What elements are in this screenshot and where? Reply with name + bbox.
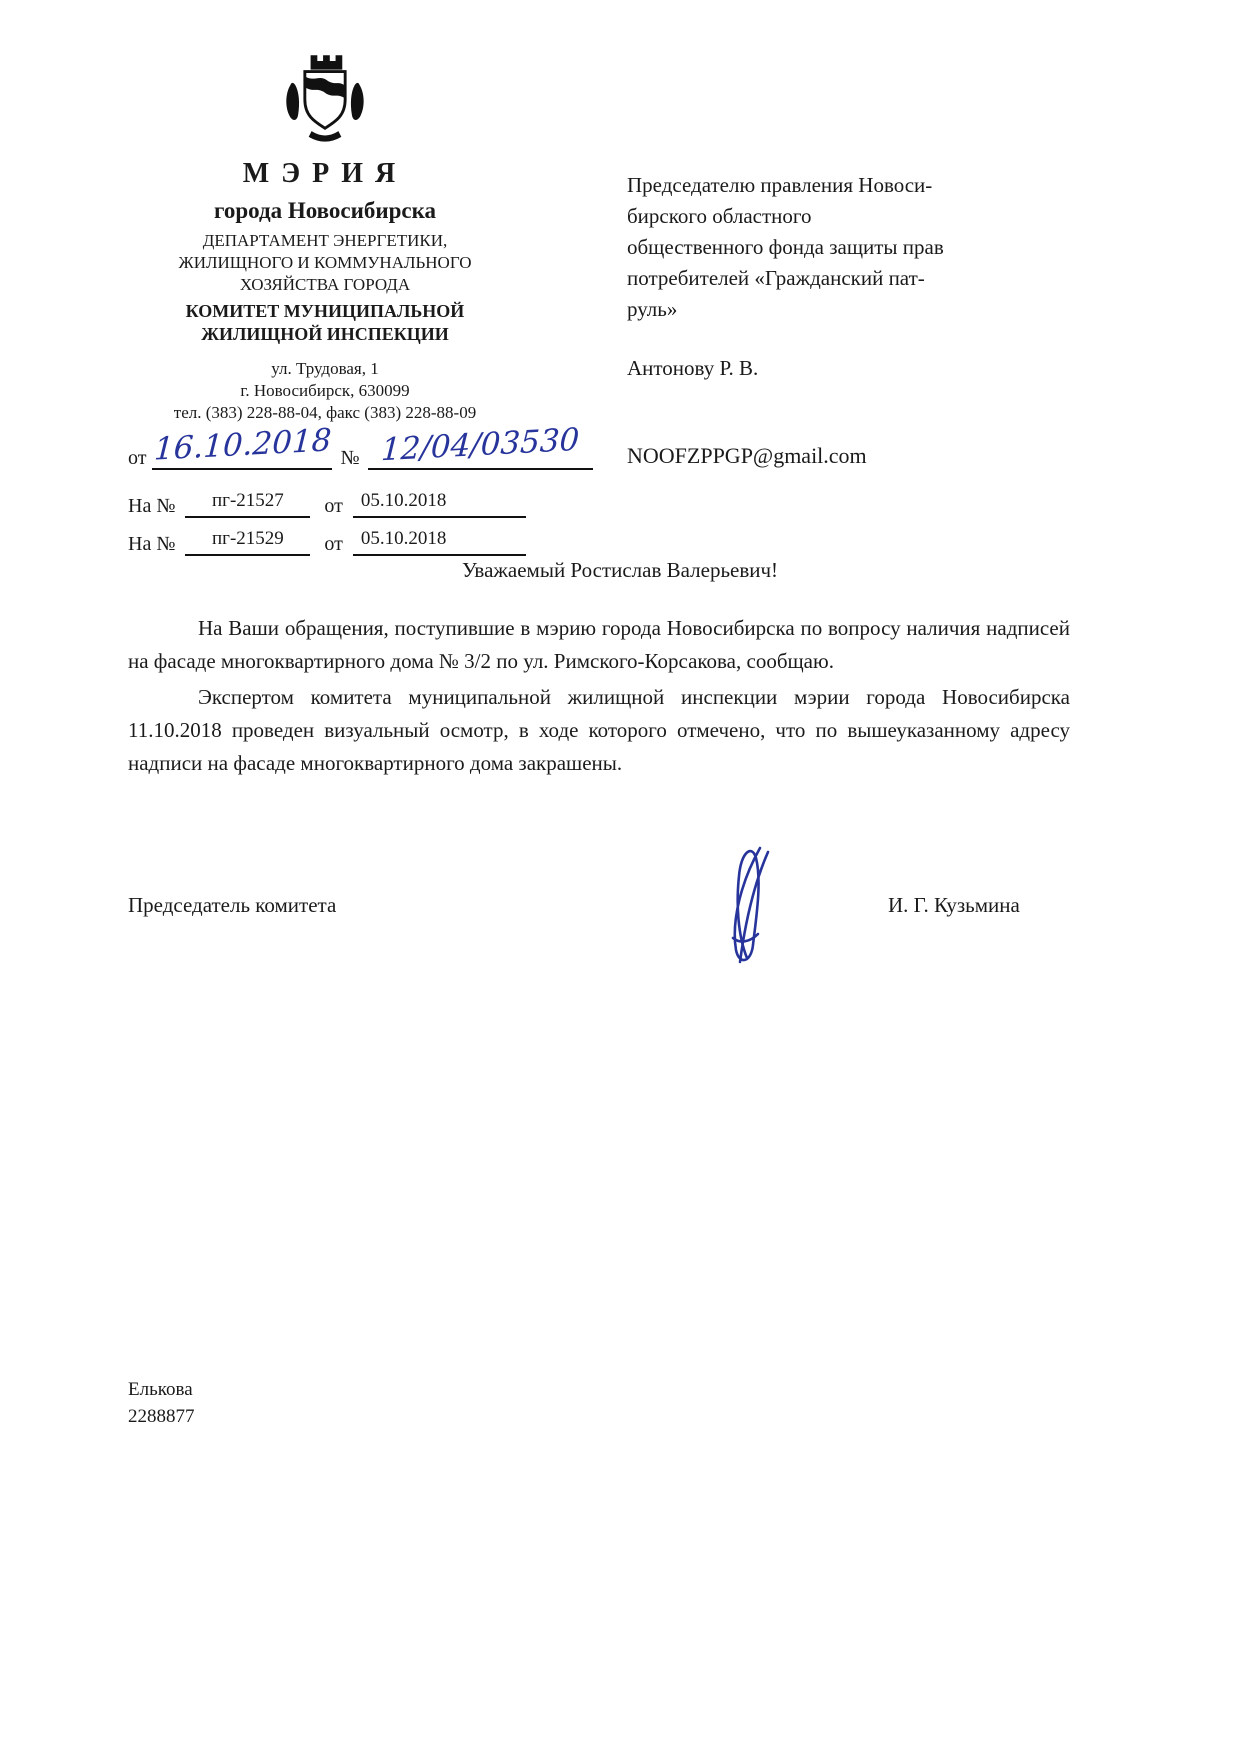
org-name-city: города Новосибирска — [213, 198, 437, 223]
incoming-date: 05.10.2018 — [353, 486, 526, 518]
signer-name: И. Г. Кузьмина — [888, 893, 1020, 917]
committee-line-1: КОМИТЕТ МУНИЦИПАЛЬНОЙ — [185, 301, 465, 321]
incoming-date: 05.10.2018 — [353, 524, 526, 556]
incoming-reference-row — [128, 486, 598, 518]
sender-street: ул. Трудовая, 1 — [271, 359, 379, 378]
incoming-from-label: от — [324, 495, 343, 517]
committee-name — [110, 300, 540, 346]
outgoing-date-blank — [152, 422, 333, 470]
incoming-number: пг-21527 — [185, 486, 310, 518]
addressee-line-3: общественного фонда защиты прав — [627, 235, 944, 259]
incoming-reference-row — [128, 524, 598, 556]
sender-contact — [110, 358, 540, 424]
department-line-1: ДЕПАРТАМЕНТ ЭНЕРГЕТИКИ, — [202, 231, 448, 250]
handwritten-signature — [688, 842, 808, 977]
addressee-line-5: руль» — [627, 297, 678, 321]
body-paragraph-2: Экспертом комитета муниципальной жилищной инспекции мэрии города Новосибирска 11.10.2018 проведен визуальный осмотр, в ходе которого отмечено, что по вышеуказанному адресу надписи на фасаде многоквартирного дома закрашены. — [128, 685, 1070, 775]
org-name-main: МЭРИЯ — [242, 158, 408, 189]
reference-block — [128, 421, 598, 562]
incoming-number: пг-21529 — [185, 524, 310, 556]
outgoing-reference-row — [128, 421, 598, 472]
incoming-label: На № — [128, 495, 176, 517]
number-label: № — [340, 447, 360, 469]
executor-block — [128, 1376, 195, 1430]
outgoing-date-handwritten: 16.10.2018 — [152, 422, 333, 468]
signer-position: Председатель комитета — [128, 893, 337, 917]
addressee-line-2: бирского областного — [627, 204, 812, 228]
novosibirsk-coat-of-arms-icon — [277, 52, 373, 144]
addressee-email: NOOFZPPGP@gmail.com — [627, 443, 867, 468]
executor-name: Елькова — [128, 1379, 193, 1400]
salutation: Уважаемый Ростислав Валерьевич! — [461, 558, 779, 582]
committee-line-2: ЖИЛИЩНОЙ ИНСПЕКЦИИ — [201, 324, 449, 344]
letter-body — [128, 612, 1070, 783]
department-line-3: ХОЗЯЙСТВА ГОРОДА — [239, 275, 411, 294]
sender-phone-fax: тел. (383) 228-88-04, факс (383) 228-88-09 — [173, 403, 477, 422]
department-line-2: ЖИЛИЩНОГО И КОММУНАЛЬНОГО — [178, 253, 472, 272]
incoming-from-label: от — [324, 533, 343, 555]
addressee-block — [627, 170, 1087, 325]
addressee-line-1: Председателю правления Новоси- — [627, 173, 933, 197]
executor-phone: 2288877 — [128, 1406, 195, 1427]
addressee-line-4: потребителей «Гражданский пат- — [627, 266, 925, 290]
incoming-label: На № — [128, 533, 176, 555]
addressee-name: Антонову Р. В. — [627, 356, 759, 380]
body-paragraph-1: На Ваши обращения, поступившие в мэрию города Новосибирска по вопросу наличия надписей на фасаде многоквартирного дома № 3/2 по ул. Римского-Корсакова, сообщаю. — [128, 616, 1070, 673]
sender-block — [110, 52, 540, 424]
outgoing-number-blank — [368, 421, 593, 470]
department-name — [110, 230, 540, 296]
outgoing-number-handwritten: 12/04/03530 — [380, 421, 581, 469]
from-label: от — [128, 447, 147, 469]
sender-city-zip: г. Новосибирск, 630099 — [240, 381, 410, 400]
